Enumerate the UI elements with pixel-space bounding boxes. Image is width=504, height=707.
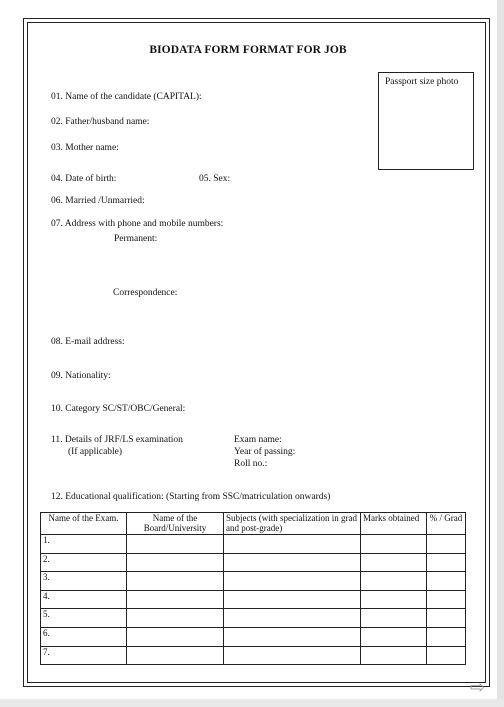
table-cell[interactable] <box>224 627 361 646</box>
table-row <box>41 572 466 591</box>
field-year-passing-label: Year of passing: <box>234 447 296 457</box>
row-number: 6. <box>41 627 127 646</box>
row-number: 5. <box>41 609 127 628</box>
table-cell[interactable] <box>427 590 466 609</box>
row-number: 1. <box>41 535 127 554</box>
field-correspondence-label: Correspondence: <box>113 288 178 298</box>
table-row <box>41 646 466 665</box>
field-married-label: 06. Married /Unmarried: <box>51 196 145 206</box>
row-number: 4. <box>41 590 127 609</box>
table-cell[interactable] <box>127 609 224 628</box>
col-header-board: Name of the Board/University <box>127 513 224 535</box>
table-cell[interactable] <box>361 627 427 646</box>
page-edge-shadow-bottom <box>0 699 504 707</box>
table-cell[interactable] <box>427 553 466 572</box>
field-nationality-label: 09. Nationality: <box>51 371 111 381</box>
table-cell[interactable] <box>361 590 427 609</box>
education-table <box>40 512 466 665</box>
field-email-label: 08. E-mail address: <box>51 337 125 347</box>
field-father-label: 02. Father/husband name: <box>51 117 150 127</box>
field-roll-no-label: Roll no.: <box>234 459 268 469</box>
col-header-exam: Name of the Exam. <box>41 513 127 535</box>
table-cell[interactable] <box>127 572 224 591</box>
field-category-label: 10. Category SC/ST/OBC/General: <box>51 404 186 414</box>
table-cell[interactable] <box>361 572 427 591</box>
field-permanent-label: Permanent: <box>114 234 158 244</box>
row-number: 3. <box>41 572 127 591</box>
table-cell[interactable] <box>224 535 361 554</box>
col-header-marks: Marks obtained <box>361 513 427 535</box>
table-header-row <box>41 513 466 535</box>
field-address-label: 07. Address with phone and mobile numbers: <box>51 219 224 229</box>
table-cell[interactable] <box>127 590 224 609</box>
row-number: 2. <box>41 553 127 572</box>
field-jrf-label: 11. Details of JRF/LS examination <box>51 435 183 445</box>
field-name-label: 01. Name of the candidate (CAPITAL): <box>51 92 202 102</box>
table-cell[interactable] <box>427 609 466 628</box>
page-edge-shadow <box>497 0 504 707</box>
table-row <box>41 535 466 554</box>
table-cell[interactable] <box>361 553 427 572</box>
table-cell[interactable] <box>224 646 361 665</box>
table-row <box>41 609 466 628</box>
table-cell[interactable] <box>361 609 427 628</box>
col-header-percentage: % / Grad <box>427 513 466 535</box>
table-cell[interactable] <box>427 627 466 646</box>
table-cell[interactable] <box>427 572 466 591</box>
col-header-subjects: Subjects (with specialization in grad and post-grade) <box>224 513 361 535</box>
table-cell[interactable] <box>224 553 361 572</box>
form-title: BIODATA FORM FORMAT FOR JOB <box>149 44 347 56</box>
passport-photo-box <box>378 72 474 170</box>
table-row <box>41 590 466 609</box>
table-cell[interactable] <box>361 646 427 665</box>
table-row <box>41 553 466 572</box>
table-cell[interactable] <box>224 609 361 628</box>
table-cell[interactable] <box>127 535 224 554</box>
field-education-label: 12. Educational qualification: (Starting from SSC/matriculation onwards) <box>51 492 331 502</box>
field-sex-label: 05. Sex: <box>199 174 231 184</box>
table-cell[interactable] <box>427 535 466 554</box>
field-exam-name-label: Exam name: <box>234 435 282 445</box>
field-dob-label: 04. Date of birth: <box>51 174 117 184</box>
table-cell[interactable] <box>127 553 224 572</box>
photo-label: Passport size photo <box>385 77 459 87</box>
table-cell[interactable] <box>361 535 427 554</box>
table-cell[interactable] <box>224 590 361 609</box>
arrow-right-icon[interactable]: ⇨ <box>470 677 486 697</box>
table-cell[interactable] <box>427 646 466 665</box>
table-cell[interactable] <box>127 646 224 665</box>
table-cell[interactable] <box>224 572 361 591</box>
field-mother-label: 03. Mother name: <box>51 143 119 153</box>
field-jrf-applicable: (If applicable) <box>68 447 123 457</box>
table-row <box>41 627 466 646</box>
table-cell[interactable] <box>127 627 224 646</box>
row-number: 7. <box>41 646 127 665</box>
